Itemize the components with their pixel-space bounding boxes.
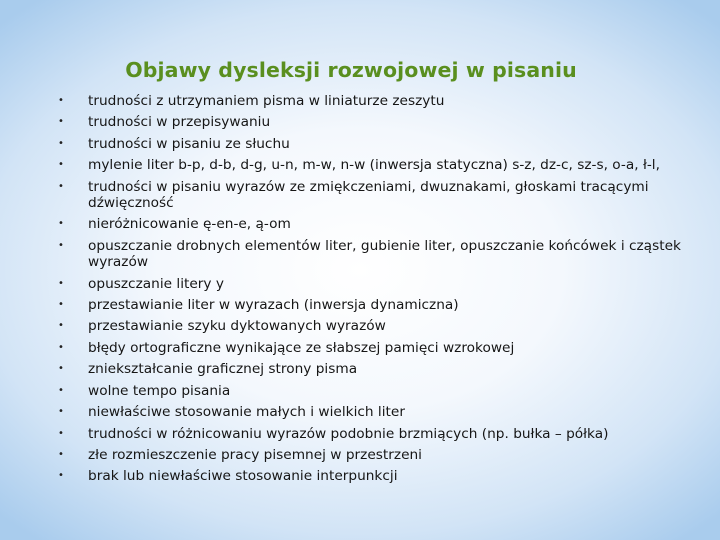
list-item-text: błędy ortograficzne wynikające ze słabszej pamięci wzrokowej — [88, 339, 515, 356]
list-item-text: przestawianie szyku dyktowanych wyrazów — [88, 318, 386, 335]
bullet-icon: • — [58, 239, 64, 251]
list-item-text: wolne tempo pisania — [88, 382, 231, 399]
list-item-text: zniekształcanie graficznej strony pisma — [88, 361, 358, 378]
bullet-icon: • — [58, 320, 64, 332]
list-item — [56, 447, 706, 463]
list-item — [56, 404, 706, 420]
list-item — [56, 468, 706, 484]
list-item — [56, 426, 706, 442]
list-item — [56, 297, 706, 313]
bullet-icon: • — [58, 384, 64, 396]
list-item-text: trudności z utrzymaniem pisma w liniaturze zeszytu — [88, 93, 445, 109]
bullet-icon: • — [58, 180, 64, 192]
list-item — [56, 383, 706, 399]
list-item-text: nieróżnicowanie ę-en-e, ą-om — [88, 216, 291, 233]
list-item — [56, 340, 706, 356]
list-item — [56, 238, 706, 271]
bullet-icon: • — [58, 363, 64, 375]
bullet-icon: • — [58, 406, 64, 418]
list-item-text: opuszczanie drobnych elementów liter, gubienie liter, opuszczanie końcówek i cząstek wyrazów — [88, 237, 681, 271]
list-item — [56, 114, 706, 130]
list-item-text: brak lub niewłaściwe stosowanie interpunkcji — [88, 468, 398, 485]
bullet-icon: • — [58, 159, 64, 171]
list-item-text: niewłaściwe stosowanie małych i wielkich liter — [88, 404, 405, 421]
bullet-icon: • — [58, 448, 64, 460]
list-item-text: opuszczanie litery y — [88, 275, 224, 292]
list-item — [56, 216, 706, 232]
list-item — [56, 157, 706, 173]
list-item — [56, 276, 706, 292]
slide-title: Objawy dysleksji rozwojowej w pisaniu — [125, 58, 577, 82]
list-item — [56, 179, 706, 212]
bullet-icon: • — [58, 470, 64, 482]
list-item — [56, 136, 706, 152]
bullet-icon: • — [58, 116, 64, 128]
list-item — [56, 361, 706, 377]
list-item — [56, 318, 706, 334]
bullet-icon: • — [58, 95, 64, 106]
bullet-icon: • — [58, 277, 64, 289]
list-item-text: mylenie liter b-p, d-b, d-g, u-n, m-w, n-w (inwersja statyczna) s-z, dz-c, sz-s, o-a, ł-l, — [88, 157, 660, 174]
list-item-text: trudności w pisaniu ze słuchu — [88, 135, 290, 152]
bullet-icon: • — [58, 427, 64, 439]
bullet-icon: • — [58, 137, 64, 149]
list-item-text: złe rozmieszczenie pracy pisemnej w przestrzeni — [88, 446, 422, 463]
list-item-text: przestawianie liter w wyrazach (inwersja dynamiczna) — [88, 297, 459, 314]
bullet-list — [56, 93, 706, 490]
bullet-icon: • — [58, 218, 64, 230]
bullet-icon: • — [58, 341, 64, 353]
list-item-text: trudności w przepisywaniu — [88, 114, 271, 131]
bullet-icon: • — [58, 299, 64, 311]
list-item-text: trudności w pisaniu wyrazów ze zmiękczeniami, dwuznakami, głoskami tracącymi dźwięczność — [88, 178, 649, 212]
list-item-text: trudności w różnicowaniu wyrazów podobnie brzmiących (np. bułka – półka) — [88, 425, 609, 442]
list-item — [56, 93, 706, 109]
